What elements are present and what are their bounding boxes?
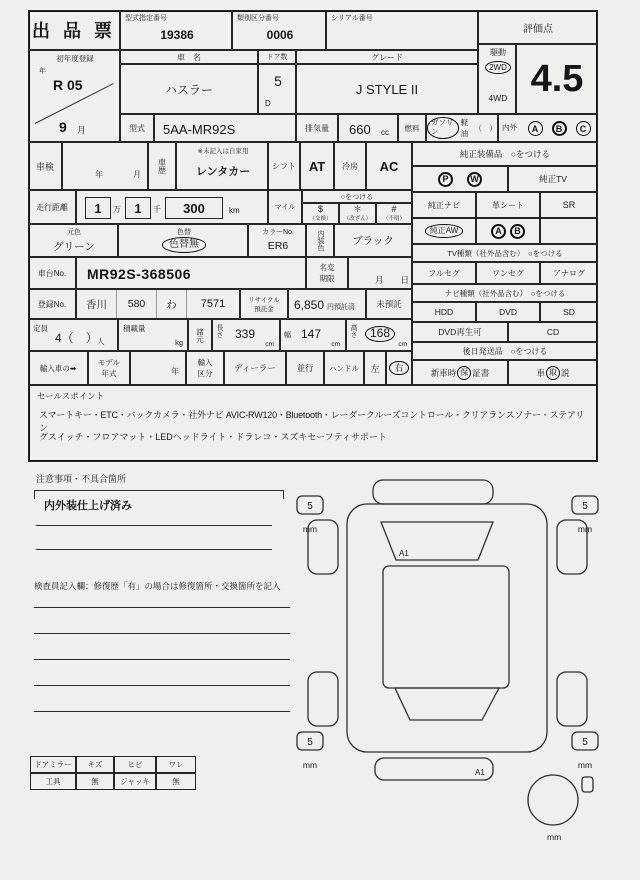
import-type-label	[186, 351, 224, 385]
warranty-book-cell	[412, 360, 508, 385]
drive-cell	[478, 44, 516, 114]
tread-rear-right-unit: mm	[577, 760, 593, 770]
import-dealer: ディーラー	[224, 351, 286, 385]
reg-year-label: 年	[39, 68, 46, 75]
mileage-label: 走行距離	[28, 190, 76, 224]
int-ext-grade-b: B	[552, 121, 567, 136]
recycle-label	[240, 289, 288, 319]
int-ext-grade-a: A	[528, 121, 543, 136]
length-label: 長さ	[216, 324, 223, 338]
plate-cell	[76, 289, 240, 319]
warranty-post: 証書	[472, 367, 490, 378]
tread-rear-right-value: 5	[582, 737, 588, 748]
handle-label: ハンドル	[324, 351, 364, 385]
equipment-airbag-b: B	[510, 224, 525, 239]
shift-label: シフト	[268, 142, 300, 190]
mileage-opt-tampered	[339, 203, 376, 224]
warranty-mark: 保	[457, 366, 471, 380]
manual-mark: 取	[546, 366, 560, 380]
width-unit: cm	[331, 341, 340, 348]
notes-line-1	[36, 514, 272, 526]
tv-analog: アナログ	[540, 262, 598, 284]
plate-kana: わ	[157, 290, 187, 318]
mileage-opt-exchange	[302, 203, 339, 224]
odometer-sen-box: 1	[125, 197, 151, 219]
mile-label: マイル	[268, 190, 302, 224]
fuel-label: 燃料	[398, 114, 426, 142]
later-shipping-header: 後日発送品 ○をつける	[412, 342, 598, 360]
opt3-symbol: #	[391, 204, 397, 214]
inspector-note: 検査員記入欄：修復歴「有」の場合は修復箇所・交換箇所を記入	[34, 581, 281, 591]
int-ext-label: 内外	[502, 123, 517, 132]
doors-cell	[258, 64, 296, 114]
odometer-man-box: 1	[85, 197, 111, 219]
sheet-title: 出 品 票	[28, 10, 120, 50]
model-code-cell	[154, 114, 296, 142]
height-cell	[346, 319, 412, 351]
damage-mark-rear: A1	[475, 768, 485, 777]
plate-label: 登録No.	[28, 289, 76, 319]
model-number-cell	[120, 10, 232, 50]
opt2-sub: （改ざん）	[343, 216, 372, 222]
fuel-cell	[426, 114, 498, 142]
length-value: 339	[235, 327, 256, 341]
shaken-label: 車検	[28, 142, 62, 190]
model-number-value: 19386	[160, 28, 194, 42]
rename-label-2: 期限	[319, 274, 335, 283]
reg-month: 9	[59, 119, 67, 135]
interior-color-value: ブラック	[334, 224, 412, 257]
shaken-month-label: 月	[133, 170, 141, 179]
cond-jack-value: 無	[156, 773, 196, 790]
rename-deadline-value: 月 日	[374, 275, 409, 285]
history-note: ※未記入は自家用	[197, 148, 249, 155]
opt2-symbol: ＊	[352, 204, 362, 214]
spare-tread-box	[582, 777, 593, 792]
notes-line-2	[36, 538, 272, 550]
inspector-line-5	[34, 700, 290, 712]
equipment-header: 純正装備品 ○をつける	[412, 142, 598, 166]
class-number-label: 類別区分番号	[237, 15, 279, 22]
handle-left: 左	[364, 351, 386, 385]
import-type-label-2: 区分	[197, 369, 213, 378]
cond-tools-value: 無	[76, 773, 114, 790]
import-type-label-1: 輸入	[197, 358, 213, 367]
equipment-aw-cell	[412, 218, 476, 244]
equipment-p: P	[438, 172, 453, 187]
drive-2wd: 2WD	[485, 61, 511, 74]
tread-front-left-unit: mm	[302, 524, 318, 534]
tread-front-right-value: 5	[582, 501, 588, 512]
int-ext-cell	[498, 114, 598, 142]
equipment-ab-cell	[476, 218, 540, 244]
capacity-value: 4（ ）	[55, 331, 98, 345]
tv-type-header: TV種類（社外品含む） ○をつける	[412, 244, 598, 262]
wheel-rear-left	[308, 672, 338, 726]
car-windshield	[381, 522, 493, 560]
opt1-sub: （交換）	[309, 216, 332, 222]
car-name-value: ハスラー	[120, 64, 258, 114]
rename-deadline-label	[306, 257, 348, 289]
model-year-unit: 年	[171, 367, 179, 376]
model-code-value: 5AA-MR92S	[163, 122, 236, 137]
inspector-line-3	[34, 648, 290, 660]
color-change-cell	[118, 224, 248, 257]
height-value: 168	[365, 326, 395, 342]
length-unit: cm	[265, 341, 274, 348]
car-rear-window	[395, 688, 499, 720]
dims-label: 諸元	[188, 319, 212, 351]
equipment-sr: SR	[540, 192, 598, 218]
height-unit: cm	[398, 341, 407, 348]
navi-hdd: HDD	[412, 302, 476, 322]
history-cell	[176, 142, 268, 190]
doors-sub: D	[265, 99, 271, 108]
car-front-bumper	[373, 480, 493, 504]
warranty-pre: 新車時	[430, 367, 457, 378]
score-header: 評価点	[478, 10, 598, 44]
rename-deadline-cell	[348, 257, 412, 289]
sales-points-line1: スマートキー・ETC・バックカメラ・社外ナビ AVIC-RW120・Bluetooth・レーダークルーズコントロール・クリアランスソナー・ステアリン	[39, 410, 585, 433]
model-year-cell	[130, 351, 186, 385]
sales-points-label: セールスポイント	[37, 391, 105, 401]
inspector-line-4	[34, 674, 290, 686]
shift-value: AT	[300, 142, 334, 190]
odometer-unit: km	[229, 206, 240, 215]
cond-break: ワレ	[156, 756, 196, 773]
opt1-symbol: $	[317, 204, 323, 214]
plate-region: 香川	[77, 290, 117, 318]
plate-class: 580	[117, 290, 157, 318]
base-color-cell	[28, 224, 118, 257]
dvd-playable: DVD再生可	[412, 322, 508, 342]
notes-text: 内外装仕上げ済み	[44, 500, 132, 512]
model-year-label	[88, 351, 130, 385]
shaken-year-label: 年	[95, 170, 103, 179]
score-value: 4.5	[516, 44, 598, 114]
fuel-gasoline: ガソリン	[427, 117, 459, 138]
manual-post: 説	[561, 367, 570, 378]
tv-fullseg: フルセグ	[412, 262, 476, 284]
doors-value: 5	[274, 73, 282, 89]
color-change-value: 色替無	[162, 237, 206, 253]
history-label: 車歴	[148, 142, 176, 190]
height-label: 高さ	[350, 324, 357, 338]
cond-mirror-label: ドアミラー	[30, 756, 76, 773]
ac-value: AC	[366, 142, 412, 190]
class-number-value: 0006	[266, 28, 294, 42]
length-cell	[212, 319, 280, 351]
recycle-none: 未預託	[366, 289, 412, 319]
history-value: レンタカー	[195, 166, 251, 178]
inspector-line-2	[34, 622, 290, 634]
manual-cell	[508, 360, 598, 385]
model-year-label-1: モデル	[97, 358, 121, 367]
car-name-label: 車 名	[120, 50, 258, 64]
damage-mark-front: A1	[399, 549, 409, 558]
base-color-label: 元色	[67, 229, 81, 236]
navi-dvd: DVD	[476, 302, 540, 322]
wheel-rear-right	[557, 672, 587, 726]
tread-front-right-unit: mm	[577, 524, 593, 534]
serial-number-label: シリアル番号	[331, 15, 373, 22]
cond-scratch: キズ	[76, 756, 114, 773]
width-cell	[280, 319, 346, 351]
navi-sd: SD	[540, 302, 598, 322]
sales-points-line2: グスイッチ・フロアマット・LEDヘッドライト・ドラレコ・スズキセーフティサポート	[39, 432, 387, 442]
inspector-line-1	[34, 596, 290, 608]
car-diagram	[295, 476, 600, 848]
recycle-label-2: 預託金	[254, 306, 274, 313]
odometer-man-label: 万	[113, 205, 121, 214]
tread-front-left-value: 5	[307, 501, 313, 512]
load-cell	[118, 319, 188, 351]
odometer-cell	[76, 190, 268, 224]
capacity-cell	[28, 319, 118, 351]
cond-tools-label: 工具	[30, 773, 76, 790]
class-number-cell	[232, 10, 326, 50]
plate-number: 7571	[200, 298, 226, 310]
equipment-w: W	[467, 172, 482, 187]
tread-rear-left-value: 5	[307, 737, 313, 748]
recycle-label-1: リサイクル	[248, 297, 280, 304]
car-roof	[383, 566, 509, 688]
equipment-airbag-a: A	[491, 224, 506, 239]
drive-4wd: 4WD	[488, 93, 508, 103]
opt3-sub: （不明）	[382, 216, 405, 222]
serial-number-cell	[326, 10, 478, 50]
color-no-label: カラーNo.	[262, 229, 294, 236]
drive-label: 駆動	[490, 48, 506, 57]
mileage-opt-unknown	[376, 203, 412, 224]
color-no-value: ER6	[267, 240, 289, 252]
mileage-circle-note: ○をつける	[302, 190, 412, 203]
capacity-unit: 人	[97, 337, 105, 346]
int-ext-grade-c: C	[576, 121, 591, 136]
sales-points-section	[28, 385, 598, 462]
manual-pre: 車	[536, 367, 545, 378]
recycle-amount-cell	[288, 289, 366, 319]
equipment-navi: 純正ナビ	[412, 192, 476, 218]
odometer-hyaku-box: 300	[165, 197, 223, 219]
handle-right: 右	[389, 361, 408, 375]
displacement-unit: cc	[381, 128, 389, 137]
spare-tread-unit: mm	[547, 832, 562, 842]
color-change-label: 色替	[177, 229, 191, 236]
equipment-pw-cell	[412, 166, 508, 192]
displacement-label: 排気量	[296, 114, 338, 142]
chassis-no-cell	[76, 257, 306, 289]
first-registration-cell	[28, 50, 120, 142]
car-body-outline	[347, 504, 547, 752]
handle-right-cell	[386, 351, 412, 385]
rename-label-1: 名変	[319, 263, 335, 272]
recycle-amount: 6,850	[294, 298, 325, 312]
reg-month-label: 月	[77, 125, 87, 135]
equipment-leather: 革シート	[476, 192, 540, 218]
chassis-no-label: 車台No.	[28, 257, 76, 289]
displacement-value: 660	[349, 122, 371, 137]
first-registration-label: 初年度登録	[56, 54, 94, 63]
shaken-value-cell	[62, 142, 148, 190]
grade-label: グレード	[296, 50, 478, 64]
fuel-blank: （ ）	[474, 123, 497, 133]
capacity-label: 定員	[33, 324, 48, 333]
grade-value: J STYLE II	[296, 64, 478, 114]
cond-crack: ヒビ	[114, 756, 156, 773]
width-value: 147	[301, 327, 322, 341]
doors-label: ドア数	[258, 50, 296, 64]
model-code-label: 型式	[120, 114, 154, 142]
color-no-cell	[248, 224, 306, 257]
chassis-no-value: MR92S-368506	[87, 266, 192, 282]
spare-tire	[528, 775, 578, 825]
load-unit: kg	[175, 338, 183, 347]
ac-label: 冷房	[334, 142, 366, 190]
tv-oneseg: ワンセグ	[476, 262, 540, 284]
recycle-amount-unit: 円預託済	[327, 304, 355, 311]
odometer-sen-label: 千	[153, 205, 161, 214]
reg-era-year: R 05	[53, 77, 83, 93]
load-label: 積載量	[123, 324, 146, 333]
equipment-aw: 純正AW	[425, 224, 464, 237]
displacement-cell	[338, 114, 398, 142]
cd: CD	[508, 322, 598, 342]
equipment-empty-cell	[540, 218, 598, 244]
import-label: 輸入車の➡	[28, 351, 88, 385]
model-year-label-2: 年式	[101, 369, 117, 378]
cond-jack-label: ジャッキ	[114, 773, 156, 790]
fuel-diesel: 軽油	[460, 118, 469, 138]
tread-rear-left-unit: mm	[302, 760, 318, 770]
width-label: 幅	[284, 332, 291, 339]
model-number-label: 型式指定番号	[125, 15, 167, 22]
notes-header: 注意事項・不具合箇所	[36, 474, 127, 484]
equipment-tv: 純正TV	[508, 166, 598, 192]
interior-color-label: 内装色	[306, 224, 334, 257]
navi-type-header: ナビ種類（社外品含む） ○をつける	[412, 284, 598, 302]
base-color-value: グリーン	[53, 241, 95, 253]
import-parallel: 並行	[286, 351, 324, 385]
